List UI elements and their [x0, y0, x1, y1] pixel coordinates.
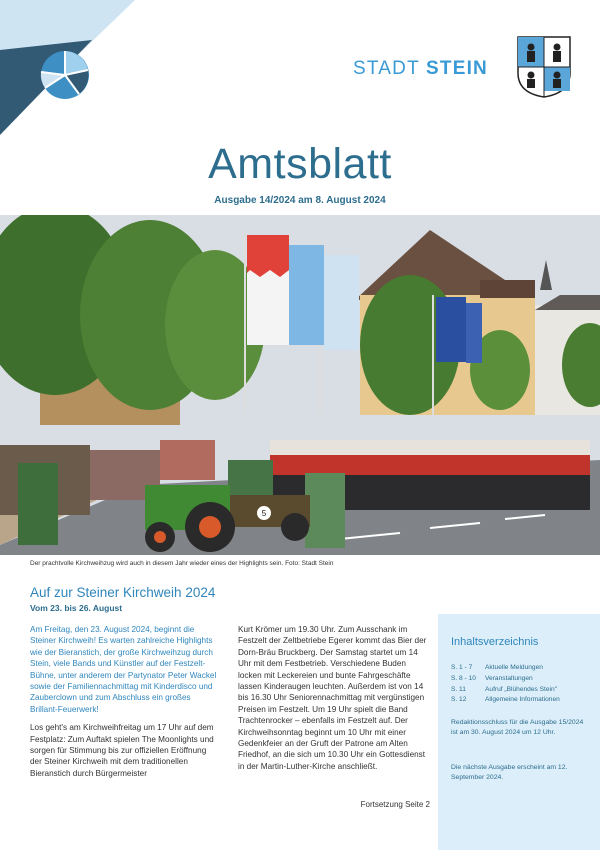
tractor-plate: 5 [261, 509, 267, 518]
toc-item[interactable] [451, 696, 560, 707]
article-lead: Am Freitag, den 23. August 2024, beginnt die Steiner Kirchweih! Es warten zahlreiche Highlights wie der Bieranstich, der große Kirchweihzug durch Stein, viele Bands und Künstler auf der Festzelt-Bühne, unter anderem der Partynator Peter Wackel sowie der Familiennachmittag mit Kinderdisco und Zauberclown und zum Abschluss ein großes Brillant-Feuerwerk! [30, 625, 217, 714]
city-name-bold: STEIN [426, 58, 488, 79]
toc-pages: S. 8 - 10 [451, 674, 476, 682]
article-body-2: Kurt Krömer um 19.30 Uhr. Zum Ausschank im Festzelt der Zeltbetriebe Egerer kommt das Bier der Dorn-Bräu Bruckberg. Der Samstag startet um 14 Uhr mit dem Festbetrieb. Verschiedene Buden locken mit Leckereien und bunte Fahrgeschäfte lassen Kinderaugen leuchten. Außerdem ist von 14 bis 16.30 Uhr Seniorennachmittag mit vergünstigen Preisen im Festzelt. Um 19 Uhr spielt die Band Trachtenrocker – ebenfalls im Festzelt auf. Der Kirchweihsonntag beginnt um 10 Uhr mit einer Gedenkfeier an der Gruft der Patrone am Alten Friedhof, an die sich um 10.30 Uhr ein Gottesdienst in der Martin-Luther-Kirche anschließt. [238, 625, 427, 771]
deadline-label: Redaktionsschluss für die Ausgabe 15/2024 [451, 719, 584, 726]
toc-label: Aufruf „Blühendes Stein" [485, 685, 557, 693]
deadline-value: ist am 30. August 2024 um 12 Uhr. [451, 728, 556, 736]
toc-sidebar [438, 614, 600, 850]
photo-caption: Der prachtvolle Kirchweihzug wird auch in diesem Jahr wieder eines der Highlights sein. Foto: Stadt Stein [30, 560, 334, 567]
city-prefix: STADT [353, 58, 420, 79]
logo-circle-icon [41, 51, 89, 99]
toc-pages: S. 12 [451, 696, 467, 704]
toc-title: Inhaltsverzeichnis [451, 636, 539, 648]
next-issue-note: Die nächste Ausgabe erscheint am 12. September 2024. [451, 764, 568, 781]
article-column-1 [30, 624, 220, 779]
toc-pages: S. 1 - 7 [451, 664, 473, 671]
toc-list [451, 664, 560, 707]
deadline-note [451, 718, 591, 737]
toc-item[interactable] [451, 675, 560, 686]
toc-label: Aktuelle Meldungen [485, 664, 543, 671]
article-body-1: Los geht's am Kirchweihfreitag um 17 Uhr auf dem Festplatz: Zum Auftakt spielen The Moonlights und sorgen für Stimmung bis zur offiziellen Eröffnung der Steiner Kirchweih mit dem traditionellen Bieranstich durch Bürgermeister [30, 723, 214, 778]
page-title: Amtsblatt [208, 140, 392, 188]
eu-flag [436, 297, 466, 362]
toc-label: Veranstaltungen [485, 674, 533, 682]
city-name [353, 58, 488, 80]
cover-photo [0, 215, 600, 555]
bavaria-flag [289, 245, 324, 345]
article-date: Vom 23. bis 26. August [30, 603, 123, 613]
toc-pages: S. 11 [451, 685, 466, 693]
corner-graphic [0, 0, 150, 140]
toc-item[interactable] [451, 686, 560, 697]
toc-label: Allgemeine Informationen [485, 696, 560, 704]
issue-line: Ausgabe 14/2024 am 8. August 2024 [214, 195, 386, 206]
continued-note: Fortsetzung Seite 2 [360, 800, 430, 809]
article-headline: Auf zur Steiner Kirchweih 2024 [30, 585, 216, 600]
coat-of-arms-icon [516, 35, 572, 98]
toc-item[interactable] [451, 664, 560, 675]
